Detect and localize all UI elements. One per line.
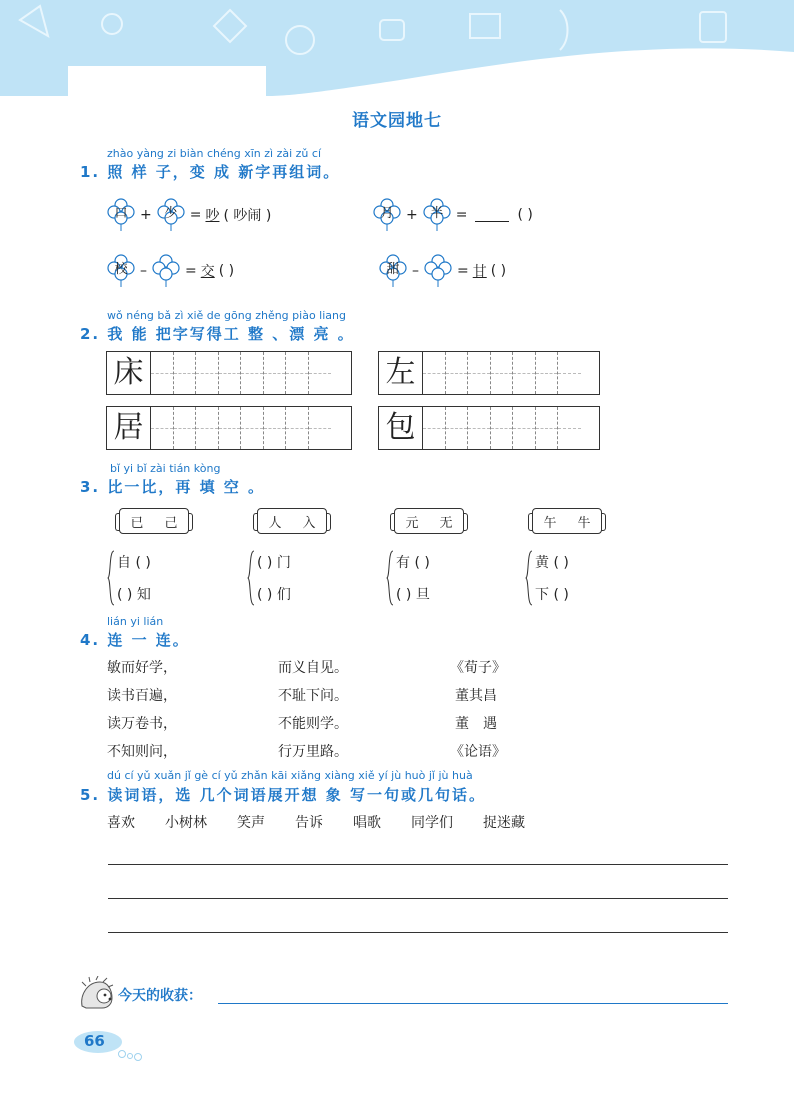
q1-row-4: 甜 – = 甘 ( ): [378, 254, 506, 288]
flower-icon: 口: [106, 198, 136, 232]
match-item[interactable]: 读书百遍，: [107, 688, 177, 704]
flower-icon: 月: [372, 198, 402, 232]
harvest-writing-line[interactable]: [218, 1003, 728, 1004]
writing-grid[interactable]: 居: [106, 406, 352, 450]
match-item[interactable]: 《论语》: [450, 744, 506, 760]
fill-group[interactable]: ( ) 门 ( ) 们: [247, 550, 377, 606]
flower-icon: [151, 254, 181, 288]
page-title: 语文园地七: [352, 111, 442, 131]
harvest-section: [78, 976, 202, 1014]
fill-group[interactable]: 自 ( ) ( ) 知: [107, 550, 237, 606]
char-pair-box: 已 己: [119, 508, 189, 534]
flower-icon: 甜: [378, 254, 408, 288]
writing-line[interactable]: [108, 932, 728, 933]
match-item[interactable]: 《荀子》: [450, 660, 506, 676]
writing-grid[interactable]: 左: [378, 351, 600, 395]
writing-line[interactable]: [108, 864, 728, 865]
harvest-label: 今天的收获：: [118, 988, 202, 1004]
header-band: [0, 0, 794, 100]
page-number-decoration: [70, 1030, 150, 1066]
q1-pinyin: zhào yàng zi biàn chéng xīn zì zài zǔ cí: [107, 147, 322, 160]
match-item[interactable]: 读万卷书，: [107, 716, 177, 732]
match-item[interactable]: 行万里路。: [278, 744, 348, 760]
writing-line[interactable]: [108, 898, 728, 899]
match-item[interactable]: 董其昌: [455, 688, 497, 704]
answer-blank[interactable]: [475, 208, 509, 222]
fill-group[interactable]: 黄 ( ) 下 ( ): [525, 550, 655, 606]
q3-pinyin: bǐ yi bǐ zài tián kòng: [110, 462, 221, 475]
hedgehog-icon: [78, 976, 114, 1014]
char-pair-box: 午 牛: [532, 508, 602, 534]
match-item[interactable]: 而义自见。: [278, 660, 348, 676]
flower-icon: [423, 254, 453, 288]
q1-prompt: 1. 照 样 子，变 成 新字再组词。: [80, 163, 341, 181]
char-pair-box: 人 入: [257, 508, 327, 534]
word-list: 喜欢 小树林 笑声 告诉 唱歌 同学们 捉迷藏: [107, 815, 525, 831]
match-item[interactable]: 不耻下问。: [278, 688, 348, 704]
char-pair-box: 元 无: [394, 508, 464, 534]
writing-grid[interactable]: 包: [378, 406, 600, 450]
writing-grid[interactable]: 床: [106, 351, 352, 395]
match-item[interactable]: 董 遇: [455, 716, 497, 732]
fill-group[interactable]: 有 ( ) ( ) 旦: [386, 550, 516, 606]
q4-prompt: 4. 连 一 连。: [80, 631, 190, 649]
page-number: 66: [84, 1032, 105, 1050]
q2-pinyin: wǒ néng bǎ zì xiě de gōng zhěng piào liang: [107, 309, 346, 322]
q1-row-3: 校 – = 交 ( ): [106, 254, 234, 288]
flower-icon: 半: [422, 198, 452, 232]
flower-icon: 校: [106, 254, 136, 288]
q5-prompt: 5. 读词语，选 几个词语展开想 象 写一句或几句话。: [80, 786, 487, 804]
flower-icon: 少: [156, 198, 186, 232]
q4-pinyin: lián yi lián: [107, 615, 164, 628]
match-item[interactable]: 不知则问，: [107, 744, 177, 760]
match-item[interactable]: 敏而好学，: [107, 660, 177, 676]
q2-prompt: 2. 我 能 把字写得工 整 、漂 亮 。: [80, 325, 355, 343]
q5-pinyin: dú cí yǔ xuǎn jǐ gè cí yǔ zhǎn kāi xiǎng xiàng xiě yí jù huò jǐ jù huà: [107, 769, 473, 782]
q1-row-2: 月 + 半 = ( ): [372, 198, 533, 232]
q3-prompt: 3. 比一比，再 填 空 。: [80, 478, 266, 496]
q1-row-1: 口 + 少 = 吵 ( 吵闹 ): [106, 198, 271, 232]
match-item[interactable]: 不能则学。: [278, 716, 348, 732]
